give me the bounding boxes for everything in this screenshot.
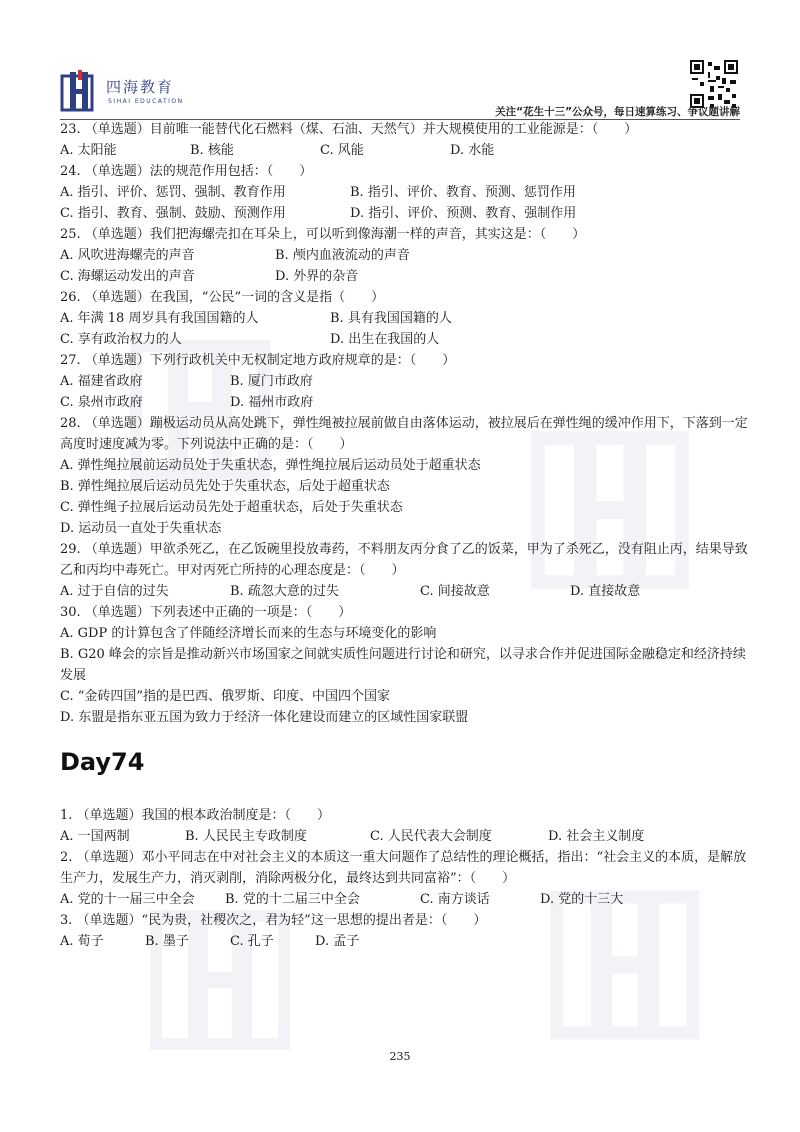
page-number: 235	[389, 1050, 411, 1063]
option: B. 墨子	[145, 934, 189, 949]
option: B. 疏忽大意的过失	[230, 584, 339, 599]
option: B. 人民民主专政制度	[185, 829, 307, 844]
logo-mark-icon	[60, 70, 100, 114]
option: C. 人民代表大会制度	[370, 829, 492, 844]
logo-chinese-text: 四海教育	[106, 78, 175, 96]
option: A. 荀子	[60, 934, 104, 949]
day-heading: Day74	[60, 748, 145, 776]
option-row	[60, 245, 750, 266]
qr-code-icon	[690, 60, 738, 108]
question-stem: 2. （单选题）邓小平同志在中对社会主义的本质这一重大问题作了总结性的理论概括，指出：“社会主义的本质，是解放生产力，发展生产力，消灭剥削，消除两极分化，最终达到共同富裕”：（ ）	[60, 850, 747, 886]
option: A. 党的十一届三中全会	[60, 892, 195, 907]
option: B. G20 峰会的宗旨是推动新兴市场国家之间就实质性问题进行讨论和研究，以寻求合作并促进国际金融稳定和经济持续发展	[60, 647, 746, 683]
option: C. 弹性绳子拉展后运动员先处于超重状态，后处于失重状态	[60, 500, 403, 515]
option-row	[60, 182, 750, 203]
option: C. 泉州市政府	[60, 395, 143, 410]
question-stem: 27. （单选题）下列行政机关中无权制定地方政府规章的是：（ ）	[60, 353, 456, 368]
option: A. GDP 的计算包含了伴随经济增长而来的生态与环境变化的影响	[60, 626, 437, 641]
option: B. 核能	[190, 143, 234, 158]
option-row	[60, 266, 750, 287]
option-row	[60, 392, 750, 413]
option: C. 风能	[320, 143, 364, 158]
option: C. 享有政治权力的人	[60, 332, 182, 347]
option-row	[60, 931, 750, 952]
option: B. 颅内血液流动的声音	[275, 248, 410, 263]
option: D. 出生在我国的人	[330, 332, 440, 347]
option: C. “金砖四国”指的是巴西、俄罗斯、印度、中国四个国家	[60, 689, 391, 704]
option: A. 福建省政府	[60, 374, 143, 389]
option-row	[60, 203, 750, 224]
option-row	[60, 889, 750, 910]
option: A. 一国两制	[60, 829, 130, 844]
option: D. 水能	[450, 143, 495, 158]
option-row	[60, 329, 750, 350]
option: C. 间接故意	[420, 584, 490, 599]
question-stem: 26. （单选题）在我国，“公民”一词的含义是指（ ）	[60, 290, 385, 305]
option-row	[60, 140, 750, 161]
logo-english-text: SIHAI EDUCATION	[108, 98, 184, 105]
question-stem: 24. （单选题）法的规范作用包括：（ ）	[60, 164, 313, 179]
option: C. 海螺运动发出的声音	[60, 269, 195, 284]
option: D. 运动员一直处于失重状态	[60, 521, 222, 536]
option-row	[60, 826, 750, 847]
option: D. 福州市政府	[230, 395, 314, 410]
question-stem: 25. （单选题）我们把海螺壳扣在耳朵上，可以听到像海潮一样的声音，其实这是：（ ）	[60, 227, 586, 242]
option: B. 指引、评价、教育、预测、惩罚作用	[350, 185, 576, 200]
question-list-day74	[60, 805, 750, 952]
option: A. 年满 18 周岁具有我国国籍的人	[60, 311, 259, 326]
option-row	[60, 371, 750, 392]
option: A. 太阳能	[60, 143, 117, 158]
option: A. 弹性绳拉展前运动员处于失重状态，弹性绳拉展后运动员处于超重状态	[60, 458, 481, 473]
question-stem: 30. （单选题）下列表述中正确的一项是：（ ）	[60, 605, 352, 620]
option: D. 东盟是指东亚五国为致力于经济一体化建设而建立的区域性国家联盟	[60, 710, 469, 725]
option: D. 孟子	[315, 934, 360, 949]
question-stem: 23. （单选题）目前唯一能替代化石燃料（煤、石油、天然气）并大规模使用的工业能源是：（ ）	[60, 122, 638, 137]
question-stem: 28. （单选题）蹦极运动员从高处跳下，弹性绳被拉展前做自由落体运动，被拉展后在弹性绳的缓冲作用下，下落到一定高度时速度减为零。下列说法中正确的是：（ ）	[60, 416, 748, 452]
option: A. 风吹进海螺壳的声音	[60, 248, 195, 263]
option: B. 党的十二届三中全会	[225, 892, 360, 907]
option: C. 南方谈话	[420, 892, 490, 907]
option-row	[60, 308, 750, 329]
option-row	[60, 581, 750, 602]
question-stem: 3. （单选题）“民为贵，社稷次之，君为轻”这一思想的提出者是：（ ）	[60, 913, 487, 928]
option: C. 指引、教育、强制、鼓励、预测作用	[60, 206, 286, 221]
question-stem: 1. （单选题）我国的根本政治制度是：（ ）	[60, 808, 331, 823]
option: D. 党的十三大	[540, 892, 624, 907]
option: B. 弹性绳拉展后运动员先处于失重状态，后处于超重状态	[60, 479, 390, 494]
question-list-previous-day	[60, 119, 750, 728]
option: B. 具有我国国籍的人	[330, 311, 452, 326]
page-header	[0, 0, 800, 122]
option: D. 直接故意	[570, 584, 641, 599]
sihai-logo	[60, 70, 230, 114]
option: A. 指引、评价、惩罚、强制、教育作用	[60, 185, 286, 200]
option: D. 外界的杂音	[275, 269, 359, 284]
option: C. 孔子	[230, 934, 274, 949]
option: D. 指引、评价、预测、教育、强制作用	[350, 206, 577, 221]
question-stem: 29. （单选题）甲欲杀死乙，在乙饭碗里投放毒药，不料朋友丙分食了乙的饭菜，甲为了杀死乙，没有阻止丙，结果导致乙和丙均中毒死亡。甲对丙死亡所持的心理态度是：（ ）	[60, 542, 748, 578]
header-note: 关注“花生十三”公众号，每日速算练习、争议题讲解	[495, 106, 740, 118]
option: B. 厦门市政府	[230, 374, 313, 389]
option: A. 过于自信的过失	[60, 584, 169, 599]
option: D. 社会主义制度	[548, 829, 645, 844]
